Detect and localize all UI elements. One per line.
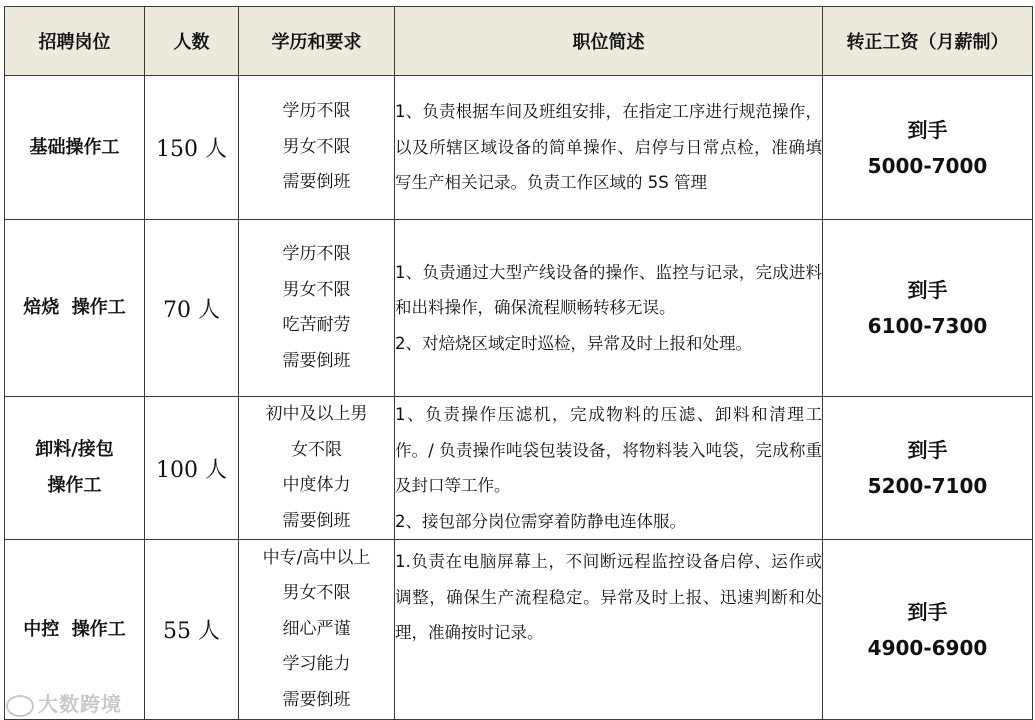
requirement-item: 男女不限 bbox=[282, 279, 351, 300]
header-salary: 转正工资（月薪制） bbox=[823, 7, 1033, 76]
headcount: 100 人 bbox=[145, 397, 239, 540]
watermark bbox=[6, 688, 122, 717]
header-description: 职位简述 bbox=[395, 7, 823, 76]
description-paragraph: 1.负责在电脑屏幕上，不间断远程监控设备启停、运作或调整，确保生产流程稳定。异常及时上报、迅速判断和处理，准确按时记录。 bbox=[395, 552, 822, 642]
description-cell bbox=[395, 397, 823, 540]
salary-label: 到手 bbox=[907, 117, 948, 142]
requirement-item: 男女不限 bbox=[282, 583, 351, 604]
requirement-item: 需要倒班 bbox=[282, 172, 351, 193]
salary-label: 到手 bbox=[907, 599, 948, 624]
description-cell bbox=[395, 220, 823, 397]
description-paragraph: 1、负责根据车间及班组安排，在指定工序进行规范操作，以及所辖区域设备的简单操作、启停与日常点检，准确填写生产相关记录。负责工作区域的 5S 管理 bbox=[395, 102, 822, 193]
job-table bbox=[4, 6, 1033, 720]
description-paragraph: 1、负责操作压滤机，完成物料的压滤、卸料和清理工作。/ 负责操作吨袋包装设备，将物料装入吨袋，完成称重及封口等工作。 bbox=[395, 405, 822, 495]
requirement-item: 吃苦耐劳 bbox=[282, 315, 351, 335]
position-name: 基础操作工 bbox=[29, 136, 120, 158]
requirement-item: 男女不限 bbox=[282, 136, 351, 157]
position-name: 操作工 bbox=[47, 475, 102, 496]
headcount: 150 人 bbox=[145, 76, 239, 220]
position-cell bbox=[5, 76, 145, 220]
requirement-item: 细心严谨 bbox=[282, 618, 351, 639]
header-requirements: 学历和要求 bbox=[239, 7, 395, 76]
table-row bbox=[5, 540, 1033, 720]
salary-range: 4900-6900 bbox=[867, 635, 988, 660]
requirement-item: 中度体力 bbox=[282, 475, 351, 495]
header-position: 招聘岗位 bbox=[5, 7, 145, 76]
requirement-item: 初中及以上男 bbox=[265, 404, 368, 424]
description-paragraph: 1、负责通过大型产线设备的操作、监控与记录，完成进料和出料操作，确保流程顺畅转移无误。 bbox=[395, 262, 822, 318]
requirement-item: 需要倒班 bbox=[282, 350, 351, 371]
table-row bbox=[5, 397, 1033, 540]
requirements-cell bbox=[239, 397, 395, 540]
table-row bbox=[5, 220, 1033, 397]
requirement-item: 需要倒班 bbox=[282, 510, 351, 531]
position-name: 卸料/接包 bbox=[35, 439, 114, 460]
requirements-cell bbox=[239, 220, 395, 397]
requirement-item: 学历不限 bbox=[282, 244, 351, 264]
requirement-item: 学历不限 bbox=[282, 101, 351, 122]
header-count: 人数 bbox=[145, 7, 239, 76]
salary-range: 5000-7000 bbox=[867, 153, 988, 178]
salary-cell bbox=[823, 220, 1033, 397]
requirements-cell bbox=[239, 76, 395, 220]
position-name: 中控 操作工 bbox=[23, 618, 126, 640]
description-cell bbox=[395, 76, 823, 220]
requirements-cell bbox=[239, 540, 395, 720]
headcount: 70 人 bbox=[145, 220, 239, 397]
salary-cell bbox=[823, 397, 1033, 540]
salary-cell bbox=[823, 540, 1033, 720]
salary-cell bbox=[823, 76, 1033, 220]
requirement-item: 女不限 bbox=[291, 439, 342, 460]
salary-label: 到手 bbox=[907, 278, 948, 302]
requirement-item: 需要倒班 bbox=[282, 689, 351, 710]
description-paragraph: 2、接包部分岗位需穿着防静电连体服。 bbox=[395, 511, 686, 531]
table-row bbox=[5, 76, 1033, 220]
salary-label: 到手 bbox=[907, 438, 948, 462]
watermark-logo-icon bbox=[6, 695, 34, 717]
headcount: 55 人 bbox=[145, 540, 239, 720]
description-paragraph: 2、对焙烧区域定时巡检，异常及时上报和处理。 bbox=[395, 333, 752, 353]
watermark-text: 大数跨境 bbox=[38, 692, 122, 716]
salary-range: 6100-7300 bbox=[867, 314, 988, 338]
salary-range: 5200-7100 bbox=[867, 474, 988, 498]
requirement-item: 学习能力 bbox=[282, 654, 351, 675]
position-name: 焙烧 操作工 bbox=[23, 297, 126, 318]
requirement-item: 中专/高中以上 bbox=[262, 547, 371, 568]
position-cell bbox=[5, 397, 145, 540]
description-cell bbox=[395, 540, 823, 720]
position-cell bbox=[5, 220, 145, 397]
table-header-row bbox=[5, 7, 1033, 76]
